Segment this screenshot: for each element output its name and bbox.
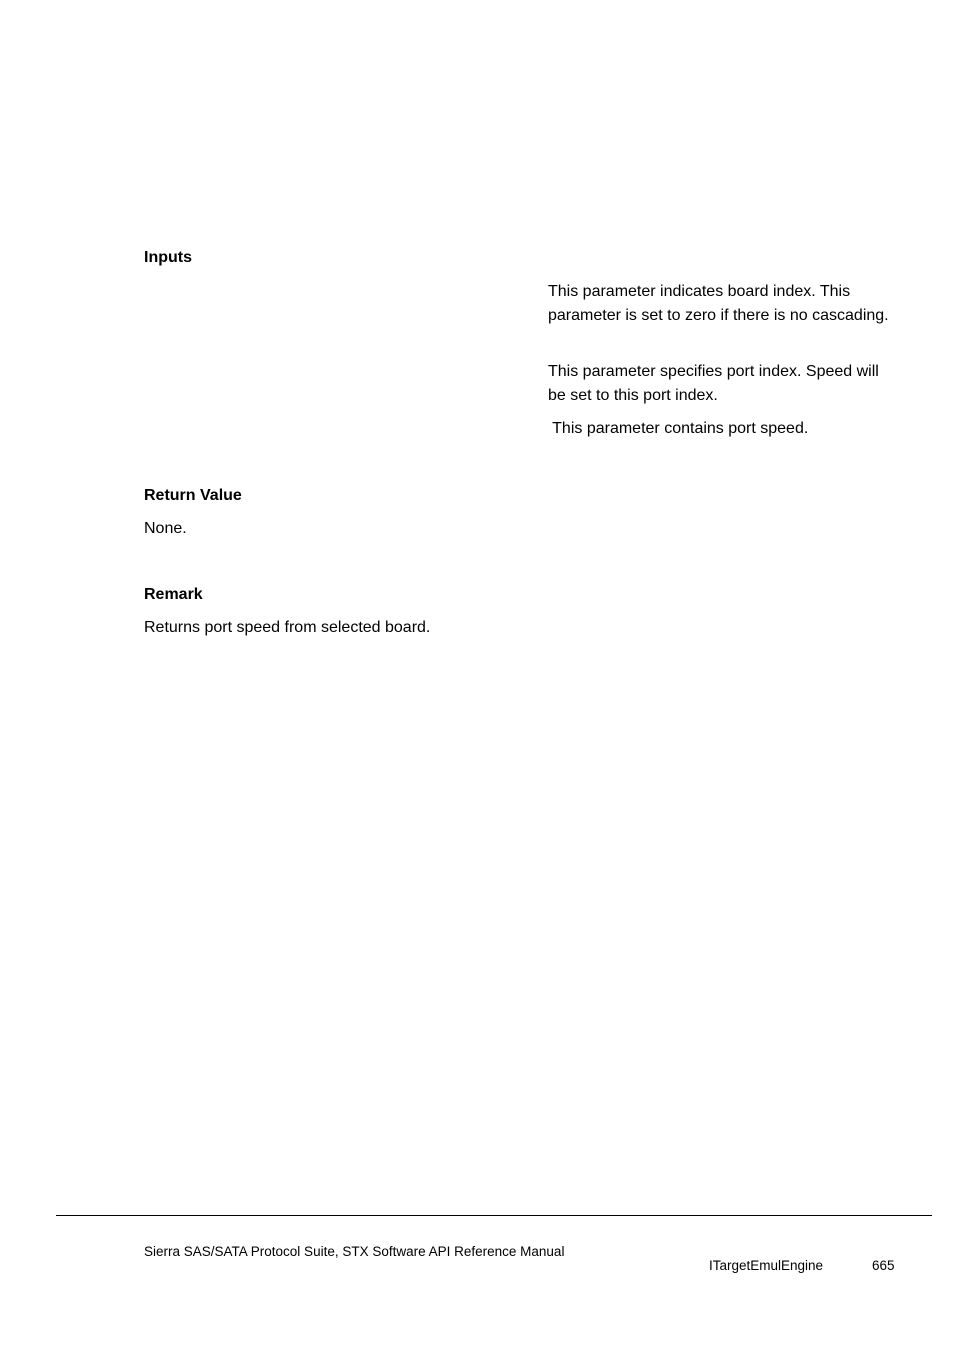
return-value-heading: Return Value <box>144 487 242 504</box>
return-value-text: None. <box>144 520 187 537</box>
footer-section-name: ITargetEmulEngine <box>709 1258 824 1273</box>
inputs-heading: Inputs <box>144 249 192 266</box>
board-index-description: This parameter indicates board index. This parameter is set to zero if there is no cascading. <box>548 283 889 324</box>
footer-divider <box>56 1215 932 1216</box>
footer-manual-title: Sierra SAS/SATA Protocol Suite, STX Software API Reference Manual <box>144 1244 565 1259</box>
port-index-description: This parameter specifies port index. Speed will be set to this port index. <box>548 363 879 404</box>
footer-page-number: 665 <box>872 1258 895 1273</box>
port-speed-description: This parameter contains port speed. <box>548 420 809 437</box>
remark-heading: Remark <box>144 586 203 603</box>
remark-text: Returns port speed from selected board. <box>144 619 431 636</box>
